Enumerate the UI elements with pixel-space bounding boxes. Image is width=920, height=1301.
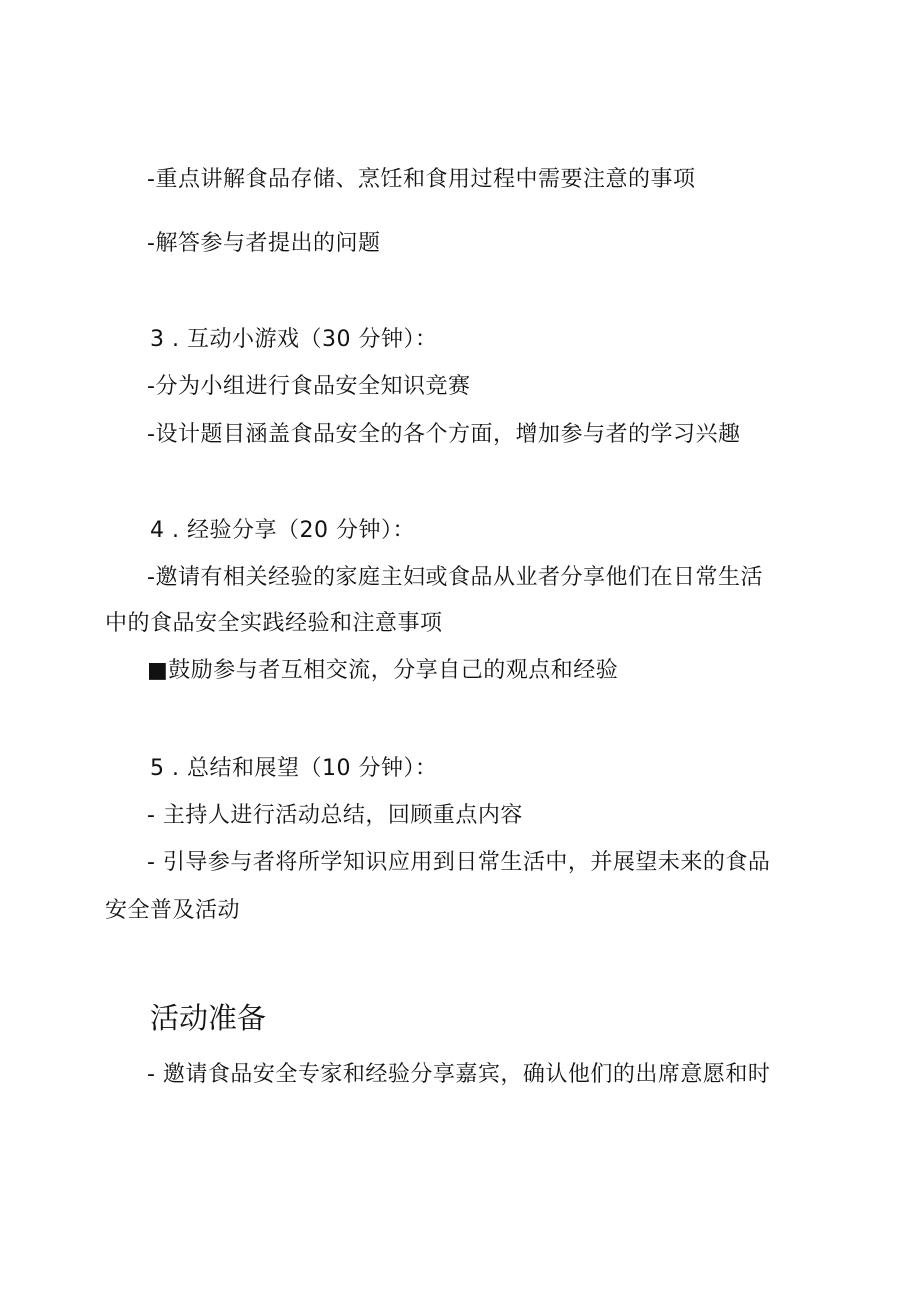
item-3-title: 3 . 互动小游戏（30 分钟）： [150,327,438,352]
item-3-bullet-questions-design: -设计题目涵盖食品安全的各个方面，增加参与者的学习兴趣 [147,422,741,447]
item-4-bullet-invite-line-1: -邀请有相关经验的家庭主妇或食品从业者分享他们在日常生活 [147,565,763,590]
item-4-title: 4 . 经验分享（20 分钟）： [150,518,415,543]
section-heading-preparation: 活动准备 [150,1001,267,1035]
item-5-title: 5 . 总结和展望（10 分钟）： [150,756,438,781]
item-4-bullet-invite-line-2: 中的食品安全实践经验和注意事项 [105,611,443,636]
item-5-bullet-summary: - 主持人进行活动总结，回顾重点内容 [147,803,523,828]
item-3-bullet-quiz: -分为小组进行食品安全知识竞赛 [147,374,471,399]
item-5-bullet-guide-line-2: 安全普及活动 [105,898,241,923]
item-5-bullet-guide-line-1: - 引导参与者将所学知识应用到日常生活中，并展望未来的食品 [147,850,771,875]
bullet-answer-questions: -解答参与者提出的问题 [147,231,381,256]
item-4-bullet-encourage: ■鼓励参与者互相交流，分享自己的观点和经验 [147,658,619,683]
preparation-bullet-invite: - 邀请食品安全专家和经验分享嘉宾，确认他们的出席意愿和时 [147,1062,771,1087]
bullet-focus-explanation: -重点讲解食品存储、烹饪和食用过程中需要注意的事项 [147,167,696,192]
